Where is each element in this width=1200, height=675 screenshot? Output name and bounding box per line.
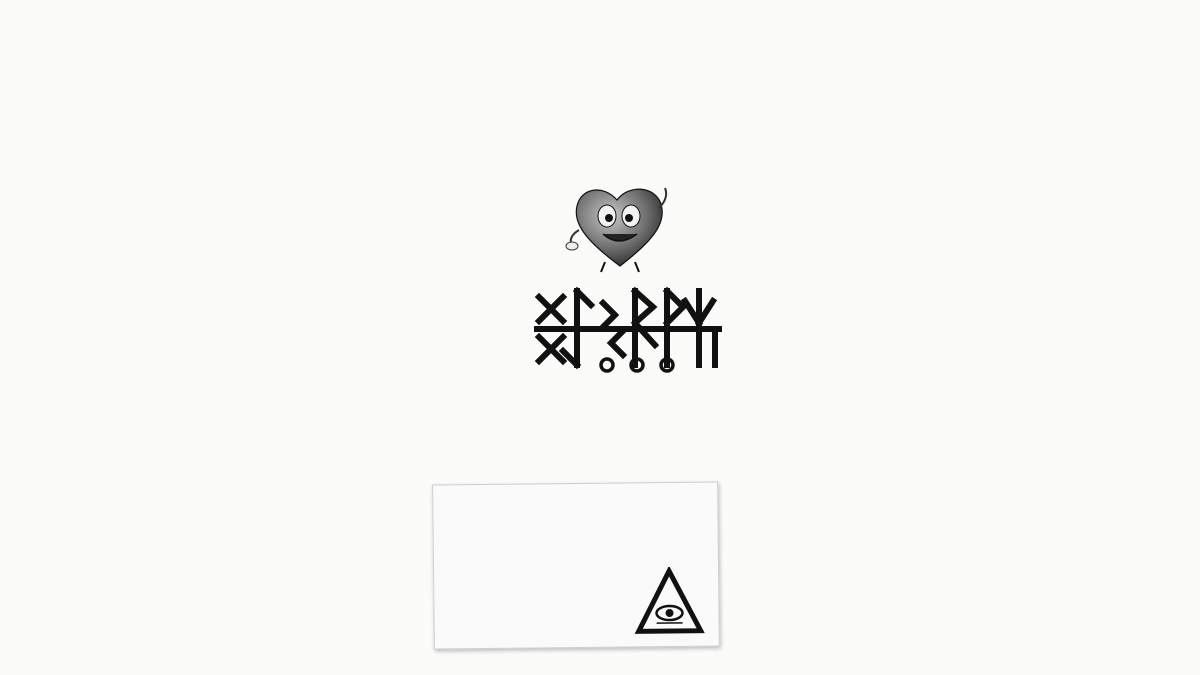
- eye-triangle-logo-icon: [634, 567, 705, 640]
- contact-card: [432, 482, 720, 650]
- runestave-icon: [533, 283, 723, 373]
- heart-character-icon: [565, 178, 675, 273]
